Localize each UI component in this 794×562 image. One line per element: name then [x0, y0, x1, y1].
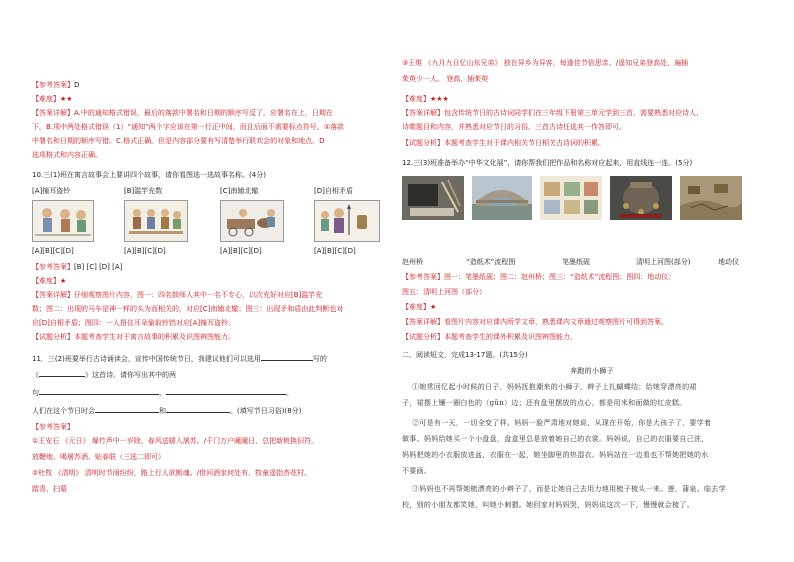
poem3-line-1: ③王维 《九月九日忆山东兄弟》 独在异乡为异客，每逢佳节倍思亲。/遥知兄弟登高处，遍插	[402, 59, 689, 67]
story-picture-3	[220, 200, 284, 242]
right-detail-line-1: 【答案详解】包含传统节日的古诗词同学们在三年级下册第三单元学到三首，需要熟悉对应诗人、	[402, 109, 703, 117]
poem1-line-1: ①王安石 《元日》 爆竹声中一岁除，春风送暖入屠苏。/千门万户曈曈日，总把新桃换旧符。	[32, 437, 319, 445]
story-title: 奔跑的小狮子	[570, 367, 614, 375]
story-paragraph-line-5: 妈妈把她的小衣服放进盆，衣服在一起，她坐脚里的热湿衣。妈妈站在一边看也不帮她把她的水	[402, 451, 709, 459]
story-paragraph-line-3: ②可是有一天，一切全变了样。妈妈一脸严肃地对她说，从现在开始，你是大孩子了，要学着	[412, 419, 712, 427]
answer-q11-line: 【参考答案】	[32, 423, 74, 431]
detail-line-1: 【答案详解】A.中的通知格式错误，最后的落款中署名和日期的顺序写反了，应署名在上，日期在	[32, 109, 333, 117]
difficulty-line	[32, 94, 73, 104]
answer-tag: 【参考答案】	[32, 81, 74, 89]
poem-line-blank-1[interactable]	[39, 386, 159, 395]
answer-value: D	[74, 81, 80, 89]
question-11-line-1: 11．三(2)班要举行古诗诵读会，宣传中国传统节日，我建议他们可以选用 写的	[32, 352, 327, 364]
caption-qingming-scroll[interactable]: 清明上河图(部分)	[636, 258, 691, 266]
right-analysis-line: 【试题分析】本题考查学生对于课内相关节日相关古诗词的积累。	[402, 139, 605, 147]
poem2-line-2: 踏青、扫墓	[32, 485, 67, 493]
caption-brush-ink[interactable]: 笔墨纸砚	[562, 258, 590, 266]
story-picture-2	[124, 200, 188, 242]
right-answer-line-2: 图五：清明上河图（部分）	[402, 288, 486, 296]
poem-line-blank-2[interactable]	[166, 386, 286, 395]
poet-blank[interactable]	[261, 352, 313, 361]
question-10: 10.三(1)班在寓言故事会上要讲四个故事，请你看图选一选故事名称。(4分)	[32, 171, 266, 179]
right-detail-line-2: 诗歌题目和内容，并熟悉对应节日的习俗。三首古诗任选其一作答即可。	[402, 123, 626, 131]
photo-zhaozhou-bridge	[472, 176, 532, 220]
right-difficulty2-line: 【难度】★	[402, 303, 437, 311]
detail-q10-line-3: 应[D]自相矛盾；图四：一人捂住耳朵偷取铃铛对应[A]掩耳盗铃。	[32, 319, 236, 327]
detail-line-3: 中署名和日期的顺序写错。C.格式正确。但是内容部分要有写清楚举行联欢会的对象和地点。D	[32, 137, 325, 145]
choice-row-1[interactable]: [A][B][C][D]	[32, 247, 74, 255]
story-label-b: [B]滥竽充数	[124, 187, 163, 195]
detail-q10-line-2: 数；图二：出现的马车是神一样的头为而相关的，对应[C]南辕北辙；图三：出现矛和盾由此判断也对	[32, 305, 344, 313]
story-paragraph-line-4: 做事。妈妈给她买一个小盘盘，盘盒里总是放着她自己的衣裳。妈妈说，自己的衣服要自己洗，	[402, 435, 709, 443]
custom-blank-2[interactable]	[166, 404, 230, 413]
story-picture-4	[314, 200, 380, 242]
right-detail2-line: 【答案详解】看图片内容对应课内所学文章，熟悉课内文章通过观察图片可得到答案。	[402, 318, 668, 326]
poem3-line-2: 茱萸少一人。 登高、插茱萸	[402, 75, 489, 83]
right-analysis2-line: 【试题分析】本题考查学生的课外积累及识图辨图能力。	[402, 333, 577, 341]
question-11-line-4: 人们在这个节日时会 和 。(填写节日习俗)(8分)	[32, 404, 301, 416]
photo-seismograph	[610, 176, 672, 220]
answer-q10-value: [B] [C] [D] [A]	[74, 263, 123, 271]
detail-line-2: 下。B.项中两处格式错误（1）“通知”两个字应该在第一行正中间，而且后面不需要标点符号。②落款	[32, 123, 345, 131]
choice-row-2[interactable]: [A][B][C][D]	[124, 247, 166, 255]
photo-qingming-scroll	[680, 176, 742, 220]
story-label-a: [A]掩耳盗铃	[32, 187, 71, 195]
caption-paper-making[interactable]: “造纸术”流程图	[466, 258, 516, 266]
difficulty-tag: 【难度】	[32, 95, 60, 103]
question-12: 12.三(3)班准备举办“中华文化展”，请你帮我们把作品和名称对应起来，用直线连一连。(5分)	[402, 159, 693, 167]
poem1-line-2: 放鞭炮、喝屠苏酒、贴春联（三选二即可）	[32, 453, 165, 461]
photo-brush-ink	[402, 176, 464, 220]
story-label-d: [D]自相矛盾	[314, 187, 353, 195]
right-difficulty-line: 【难度】★★★	[402, 95, 449, 103]
difficulty-q10-line: 【难度】★	[32, 277, 67, 285]
story-label-c: [C]南辕北辙	[220, 187, 259, 195]
caption-zhaozhou-bridge[interactable]: 赵州桥	[402, 258, 423, 266]
choice-row-4[interactable]: [A][B][C][D]	[314, 247, 356, 255]
question-11-line-3: 句 ， 。	[32, 386, 293, 398]
story-paragraph-line-1: ①她常回忆起小时候的日子，妈妈抚抱潮来的小狮子，辫子上扎蝴蝶结；给她穿漂亮的裙	[412, 383, 697, 391]
detail-tag: 【答案详解】	[32, 109, 74, 117]
answer-line-prev	[32, 80, 79, 90]
answer-q10-line: 【参考答案】[B] [C] [D] [A]	[32, 263, 123, 271]
detail-line-4: 选项格式和内容正确。	[32, 151, 102, 159]
choice-row-3[interactable]: [A][B][C][D]	[220, 247, 262, 255]
question-11-line-2: 《 》这首诗。请你写出其中的两	[32, 368, 176, 380]
custom-blank-1[interactable]	[95, 404, 159, 413]
reading-section-heading: 二、阅读短文，完成13-17题。(共15分)	[402, 351, 528, 359]
story-paragraph-line-8: 校，别的小朋友都笑她，叫她小刺猬。她回家对妈妈哭，妈妈说这次一下，慢慢就会梳了。	[402, 501, 694, 509]
story-paragraph-line-6: 不要画。	[402, 467, 432, 475]
poem-title-blank[interactable]	[39, 368, 85, 377]
photo-paper-making	[540, 176, 602, 220]
story-picture-1	[32, 200, 94, 242]
detail-q10-line-1: 【答案详解】仔细观察图片内容，图一：四名鼓师人其中一名不专心，以次充好对应[B]滥竽充	[32, 291, 323, 299]
right-answer-line-1: 【参考答案】图一：笔墨纸砚；图二：赵州桥；图三：“造纸术”流程图；图四：地动仪；	[402, 273, 676, 281]
caption-seismograph[interactable]: 地动仪	[718, 258, 739, 266]
analysis-q10-line: 【试题分析】本题考查学生对于寓言故事的积累及识图辨图能力。	[32, 333, 235, 341]
story-paragraph-line-7: ③妈妈也不再帮她梳漂亮的小辫子了，而是让她自己去用力地用梳子梳头一来。莲，蒲泉。临去学	[412, 485, 726, 493]
story-paragraph-line-2: 子，裙摆上镶一圈白色的（gǔn）边；还有盘里摆放的点心，都是用米和面做的红皮糕。	[402, 399, 687, 407]
difficulty-stars: ★★	[60, 95, 73, 103]
poem2-line-1: ②杜牧 《清明》 清明时节雨纷纷，路上行人欲断魂。/借问酒家何处有，牧童遥指杏花村。	[32, 469, 312, 477]
